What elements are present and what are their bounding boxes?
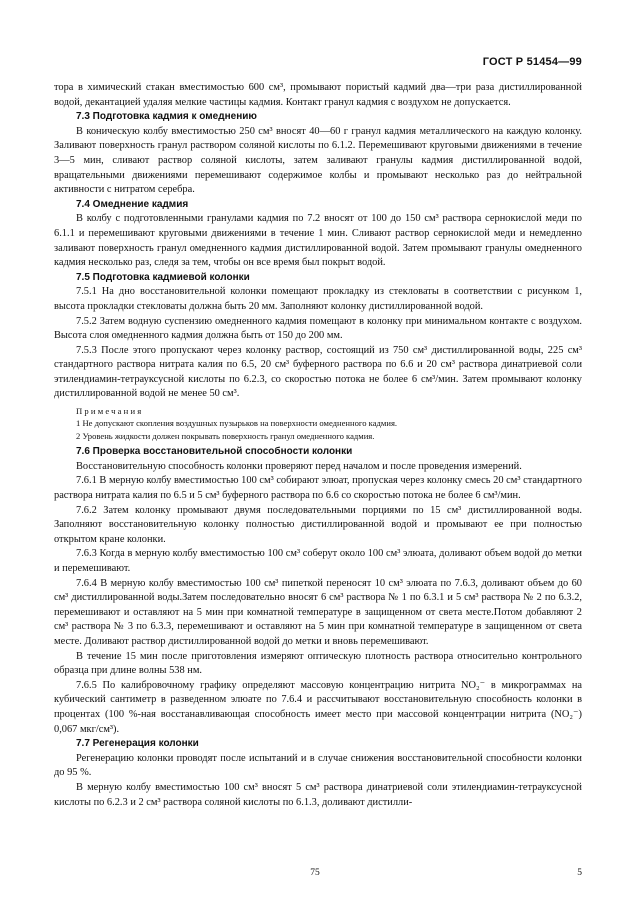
paragraph-7-7: Регенерацию колонки проводят после испытаний и в случае снижения восстановительной способности колонки до 95 %.	[54, 752, 582, 779]
paragraph-7-5-3: 7.5.3 После этого пропускают через колонку раствор, состоящий из 750 см³ дистиллированной воды, 225 см³ стандартного раствора нитрата калия по 6.5, 20 см³ буферного раствора по 6.6 и 20 см³ раствора динатриевой соли этилендиамин-тетрауксусной кислоты по 6.2.3, со скоростью потока не более 6 см³/мин. Затем промывают колонку дистиллированной водой не менее 50 см³.	[54, 344, 582, 400]
page-number-center: 75	[310, 868, 320, 878]
paragraph-7-6-3: 7.6.3 Когда в мерную колбу вместимостью 100 см³ соберут около 100 см³ элюата, доливают объем водой до метки и перемешивают.	[54, 548, 582, 575]
paragraph-7-6-5: 7.6.5 По калибровочному графику определяют массовую концентрацию нитрита NO₂⁻ в микрограммах на кубический сантиметр в разведенном элюате по 7.6.4 и рассчитывают восстановительную способность колонки в процентах (100 %-ная восстанавливающая способность имеет место при массовой концентрации нитрита (NO₂⁻) 0,067 мкг/см³).	[54, 679, 582, 735]
note-2: 2 Уровень жидкости должен покрывать поверхность гранул омедненного кадмия.	[76, 430, 375, 441]
paragraph-7-6: Восстановительную способность колонки проверяют перед началом и после проведения измерений.	[76, 460, 522, 472]
paragraph-7-7-continued: В мерную колбу вместимостью 100 см³ вносят 5 см³ раствора динатриевой соли этилендиамин-тетрауксусной кислоты по 6.2.3 и 2 см³ раствора соляной кислоты по 6.1.3, доливают дистилли-	[54, 781, 582, 808]
page-number-right: 5	[577, 868, 582, 878]
section-heading-7-4: 7.4 Омеднение кадмия	[76, 198, 189, 210]
section-heading-7-5: 7.5 Подготовка кадмиевой колонки	[76, 271, 250, 283]
document-body	[54, 81, 582, 810]
section-heading-7-3: 7.3 Подготовка кадмия к омеднению	[76, 111, 257, 123]
section-heading-7-7: 7.7 Регенерация колонки	[76, 738, 199, 750]
notes-block	[54, 405, 582, 442]
paragraph-7-6-2: 7.6.2 Затем колонку промывают двумя последовательными порциями по 15 см³ дистиллированной воды. Заполняют восстановительную колонку полностью дистиллированной водой и промывают ее при полностью открытом кране колонки.	[54, 504, 582, 545]
paragraph-7-3: В коническую колбу вместимостью 250 см³ вносят 40—60 г гранул кадмия металлического на каждую колонку. Заливают поверхность гранул раствором соляной кислоты по 6.1.2. Перемешивают круговыми движениями в течение 3—5 мин, сливают раствор соляной кислоты, затем заливают гранулы кадмия дистиллированной водой, вращательными движениями перемешивают содержимое колбы и промывают несколько раз до нейтральной активности с нитратом серебра.	[54, 125, 582, 196]
notes-title: Примечания	[76, 406, 144, 417]
document-header-id: ГОСТ Р 51454—99	[482, 56, 582, 68]
note-1: 1 Не допускают скопления воздушных пузырьков на поверхности омедненного кадмия.	[76, 418, 398, 429]
paragraph-7-6-4-measurement: В течение 15 мин после приготовления измеряют оптическую плотность раствора относительно контрольного образца при длине волны 538 нм.	[54, 650, 582, 677]
paragraph-7-4: В колбу с подготовленными гранулами кадмия по 7.2 вносят от 100 до 150 см³ раствора сернокислой меди по 6.1.1 и перемешивают круговыми движениями в течение 1 мин. Сливают раствор сернокислой меди и немедленно заливают поверхность гранул омедненного кадмия дистиллированной водой. Затем промывают гранулы омедненного кадмия несколько раз, следя за тем, чтобы он все время был покрыт водой.	[54, 213, 582, 269]
paragraph-7-6-4: 7.6.4 В мерную колбу вместимостью 100 см³ пипеткой переносят 10 см³ элюата по 7.6.3, доливают объем до 60 см³ дистиллированной воды.Затем последовательно вносят 6 см³ раствора № 1 по 6.3.1 и 5 см³ раствора № 2 по 6.3.2, перемешивают и оставляют на 5 мин при комнатной температуре в защищенном от света месте.Потом добавляют 2 см³ раствора № 3 по 6.3.3, перемешивают и оставляют на 5 мин при комнатной температуре в защищенном от света месте. Доливают раствор дистиллированной водой до метки и вновь перемешивают.	[54, 577, 582, 647]
section-heading-7-6: 7.6 Проверка восстановительной способности колонки	[76, 446, 353, 458]
paragraph-7-5-1: 7.5.1 На дно восстановительной колонки помещают прокладку из стекловаты в соответствии с рисунком 1, высота прокладки стекловаты должна быть 20 мм. Заполняют колонку дистиллированной водой.	[54, 286, 582, 312]
paragraph-7-6-1: 7.6.1 В мерную колбу вместимостью 100 см³ собирают элюат, пропуская через колонку смесь 20 см³ стандартного раствора нитрата калия по 6.5 и 5 см³ буферного раствора по 6.6 со скоростью потока не более 6 см³/мин.	[54, 475, 582, 502]
paragraph-7-5-2: 7.5.2 Затем водную суспензию омедненного кадмия помещают в колонку при минимальном контакте с воздухом. Высота слоя омедненного кадмия должна быть от 150 до 200 мм.	[54, 315, 582, 342]
paragraph-intro: тора в химический стакан вместимостью 600 см³, промывают пористый кадмий два—три раза дистиллированной водой, декантацией удаляя мелкие частицы кадмия. Контакт гранул кадмия с воздухом не допускается.	[54, 82, 582, 108]
